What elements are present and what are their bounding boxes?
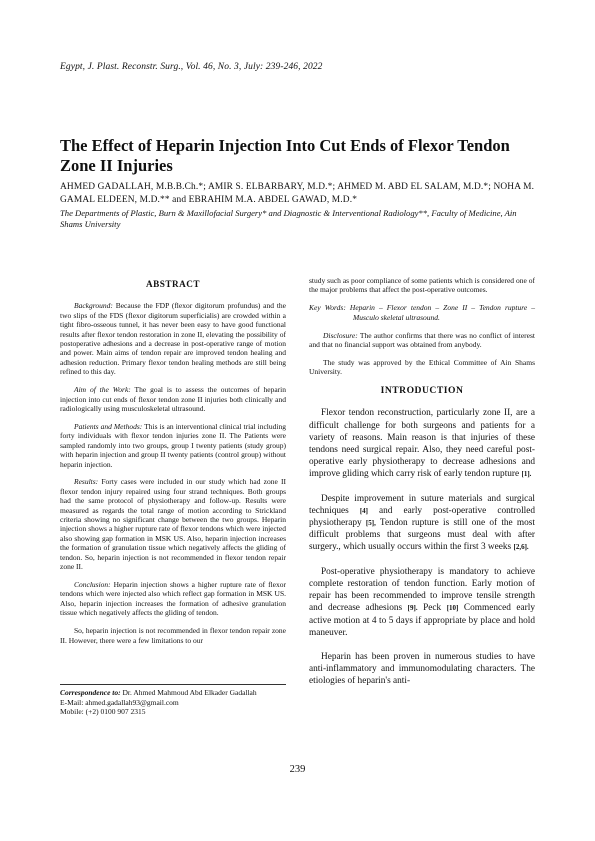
- disclosure-text: The author confirms that there was no conflict of interest and that no financial support was obtained from anybody.: [309, 330, 535, 350]
- intro-p2-text-a: Despite improvement in suture materials and surgical techniques: [309, 493, 535, 516]
- abstract-patients: [60, 422, 286, 469]
- citation: [4]: [359, 506, 368, 515]
- results-text: Forty cases were included in our study which had zone II flexor tendon injury repaired using four strand techniques. Both groups had the same protocol of physiotherapy and follow-up. Results were measured as regards the total range of motion according to Strickland criteria showing no significant change between the two groups. Heparin injection shows a higher rupture rate of flexor tendons which were injected also showing gap formation in MSK US. Also, heparin injection increases the formation of granulation tissue which negatively affects the gliding of tendon. So, heparin injection is not recommended in flexor tendon repair zone II.: [60, 477, 287, 572]
- intro-p2-text-b: and early post-operative controlled physiotherapy: [309, 505, 536, 529]
- background-label: Background:: [74, 301, 113, 311]
- abstract-closing: So, heparin injection is not recommended in flexor tendon repair zone II. However, there were a few limitations to our: [60, 626, 286, 645]
- intro-paragraph-2: [309, 493, 535, 554]
- citation: [1].: [521, 470, 532, 479]
- page-number: 239: [289, 764, 306, 775]
- intro-p3-text-b: Peck: [423, 603, 442, 614]
- article-title: The Effect of Heparin Injection Into Cut Ends of Flexor Tendon Zone II Injuries: [60, 136, 510, 175]
- ethics-statement: The study was approved by the Ethical Committee of Ain Shams University.: [309, 357, 535, 377]
- citation: [5],: [365, 519, 376, 528]
- correspondence-email[interactable]: E-Mail: ahmed.gadallah93@gmail.com: [60, 697, 179, 707]
- results-label: Results:: [74, 477, 99, 487]
- intro-p3-text-a: Post-operative physiotherapy is mandatory to achieve complete restoration of tendon function. Early motion of repair has been recommended to improve tensile strength and decrease adhesions: [309, 566, 535, 614]
- intro-p2-text-c: Tendon rupture is still one of the most difficult problems that surgeons must deal with after surgery., which usually occurs within the first 3 weeks: [309, 518, 535, 553]
- affiliation: The Departments of Plastic, Burn & Maxillofacial Surgery* and Diagnostic & Interventional Radiology**, Faculty of Medicine, Ain Shams University: [60, 208, 517, 229]
- abstract-heading: ABSTRACT: [145, 279, 201, 289]
- correspondence-footnote: [60, 684, 286, 717]
- correspondence-name: Dr. Ahmed Mahmoud Abd Elkader Gadallah: [122, 688, 257, 697]
- citation: [10]: [446, 604, 459, 613]
- citation: [9].: [407, 604, 418, 613]
- keywords: [309, 303, 535, 322]
- intro-paragraph-3: [309, 566, 535, 639]
- keywords-label: Key Words:: [309, 303, 346, 313]
- abstract-results: [60, 477, 286, 571]
- introduction-section: [309, 385, 535, 687]
- patients-label: Patients and Methods:: [74, 421, 143, 431]
- abstract-background: [60, 301, 286, 376]
- disclosure: [309, 331, 535, 350]
- journal-citation: Egypt, J. Plast. Reconstr. Surg., Vol. 46, No. 3, July: 239-246, 2022: [60, 62, 323, 72]
- intro-p3-text-c: Commenced early active motion at 4 to 5 days if appropriate by place and hold maneuver.: [309, 603, 536, 638]
- disclosure-label: Disclosure:: [323, 330, 358, 340]
- author-list: AHMED GADALLAH, M.B.B.Ch.*; AMIR S. ELBARBARY, M.D.*; AHMED M. ABD EL SALAM, M.D.*; NOHA M. GAMAL ELDEEN, M.D.** and EBRAHIM M.A. ABDEL GAWAD, M.D.*: [60, 182, 535, 205]
- aim-label: Aim of the Work:: [74, 385, 131, 395]
- correspondence-mobile: Mobile: (+2) 0100 907 2315: [60, 707, 146, 716]
- introduction-heading: INTRODUCTION: [380, 385, 464, 397]
- abstract-conclusion: [60, 580, 286, 618]
- correspondence-label: Correspondence to:: [60, 688, 121, 697]
- correspondence-line: [60, 688, 286, 698]
- intro-paragraph-4: Heparin has been proven in numerous studies to have anti-inflammatory and immunomodulating characters. The etiologies of heparin's anti-: [309, 651, 535, 687]
- background-text: Because the FDP (flexor digitorum profundus) and the two slips of the FDS (flexor digitorum superficialis) are crowded within a tight fibro-osseous tunnel, it has never been easy to have good functional results after flexor tendon restoration in zone II, elevating the possibility of postoperative adhesions and a decrease in post-operative range of motion and power. Main aims of tendon repair are improved tendon healing and adhesion reduction. Primary flexor tendon healing methods are still being refined to this day.: [60, 301, 286, 377]
- keywords-text: Heparin – Flexor tendon – Zone II – Tendon rupture – Musculo skeletal ultrasound.: [349, 303, 536, 322]
- citation: [2,6].: [513, 543, 529, 552]
- intro-p1-text: Flexor tendon reconstruction, particularly zone II, are a difficult challenge for both surgeons and patients for a variety of reasons. Main reason is that injuries of these tendons need surgical repair. Also, they need careful post-operative early physiotherapy to decrease adhesions and improve gliding which carry risk of early tendon rupture: [309, 408, 535, 480]
- conclusion-label: Conclusion:: [74, 579, 111, 589]
- right-column: [309, 276, 535, 700]
- abstract-continued: study such as poor compliance of some patients which is considered one of the major problems that affect the post-operative outcomes.: [309, 276, 535, 295]
- conclusion-text: Heparin injection shows a higher rupture rate of flexor tendons which were injected also which reflect gap formation in MSK US. Also, heparin injection increases the formation of adhesive granulation tissue which negatively affects the gliding of tendon.: [60, 579, 286, 618]
- left-column: [60, 280, 286, 653]
- intro-paragraph-1: [309, 407, 535, 480]
- abstract-aim: [60, 385, 286, 413]
- aim-text: The goal is to assess the outcomes of heparin injection into cut ends of flexor tendon zone II injuries both clinically and radiologically using musculoskeletal ultrasound.: [60, 385, 286, 413]
- patients-text: This is an interventional clinical trial including forty individuals with flexor tendon injuries zone II. The Patients were sampled randomly into two groups, group I twenty patients (study group) with heparin injection and group II twenty patients (control group) without heparin injection.: [60, 421, 286, 469]
